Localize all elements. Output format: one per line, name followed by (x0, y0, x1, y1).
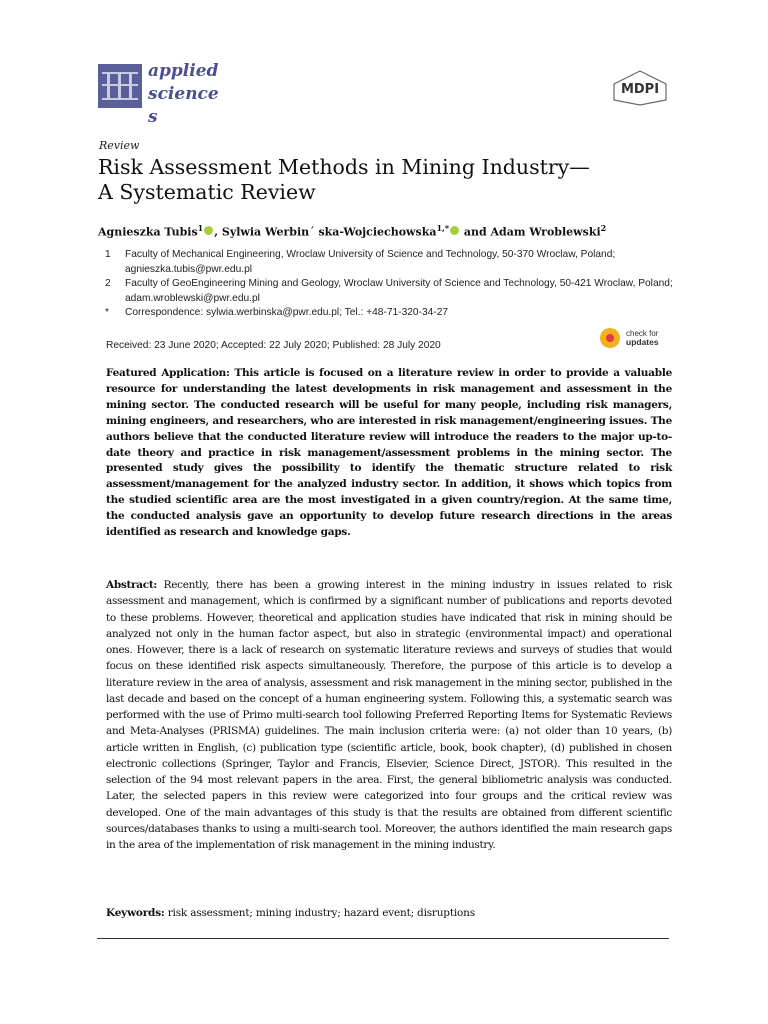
journal-logo-icon (98, 64, 142, 108)
publication-dates: Received: 23 June 2020; Accepted: 22 July 2020; Published: 28 July 2020 (106, 340, 441, 351)
article-title: Risk Assessment Methods in Mining Industry— A Systematic Review (98, 155, 590, 204)
orcid-icon[interactable] (204, 226, 213, 235)
abstract-text: Recently, there has been a growing interest in the mining industry in issues related to risk assessment and management, which is confirmed by a significant number of publications and reports devoted to these problems. However, theoretical and application studies have indicated that risk in mining should be analyzed not only in the human factor aspect, but also in strategic (environmental impact) and operational ones. However, there is a lack of research on systematic literature reviews and surveys of studies that would focus on these identified risk aspects simultaneously. Therefore, the purpose of this article is to develop a literature review in the area of analysis, assessment and risk management in the mining sector, published in the last decade and based on the concept of a human engineering system. Following this, a systematic search was performed with the use of Primo multi-search tool following Preferred Reporting Items for Systematic Reviews and Meta-Analyses (PRISMA) guidelines. The main inclusion criteria were: (a) not older than 10 years, (b) article written in English, (c) publication type (scientific article, book, book chapter), (d) published in chosen electronic collections (Springer, Taylor and Francis, Elsevier, Science Direct, JSTOR). This resulted in the selection of the 94 most relevant papers in the area. First, the general bibliometric analysis was conducted. Later, the selected papers in this review were categorized into four groups and the critical review was developed. One of the main advantages of this study is that the results are obtained from different scientific sources/databases thanks to using a multi-search tool. Moreover, the authors identified the main research gaps in the area of the implementation of risk management in the mining industry. (106, 579, 672, 851)
abstract-label: Abstract: (106, 579, 158, 591)
author-2: , Sylwia Werbin´ ska-Wojciechowska (214, 225, 437, 239)
publisher-name: MDPI (620, 82, 660, 97)
keywords-label: Keywords: (106, 907, 165, 919)
author-1: Agnieszka Tubis (98, 225, 198, 239)
publisher-logo (610, 70, 670, 106)
journal-name: applied science s (148, 61, 219, 127)
affiliation-2: 2 Faculty of GeoEngineering Mining and Geology, Wroclaw University of Science and Technology, 50-421 Wroclaw, Poland; adam.wroblewski@pwr.edu.pl (105, 278, 673, 304)
featured-application: Featured Application: This article is focused on a literature review in order to provide a valuable resource for understanding the latest developments in risk management and assessment in the mining sector. The conducted research will be useful for many people, including risk managers, mining engineers, and researchers, who are interested in risk management/engineering issues. The authors believe that the conducted literature review will introduce the readers to the major up-to-date theory and practice in risk management/assessment problems in the mining sector. The presented study gives the possibility to identify the thematic structure related to risk assessment/management for the analyzed industry sector. In addition, it shows which topics from the studied scientific area are the most investigated in a given country/region. At the same time, the conducted analysis gave an opportunity to develop future research directions in the areas identified as research and knowledge gaps. (106, 367, 672, 539)
abstract (106, 577, 672, 853)
footer-divider (97, 938, 669, 939)
author-3: and Adam Wroblewski (460, 225, 601, 239)
keywords-text: risk assessment; mining industry; hazard event; disruptions (164, 907, 475, 919)
affiliation-1: 1 Faculty of Mechanical Engineering, Wroclaw University of Science and Technology, 50-370 Wroclaw, Poland; agnieszka.tubis@pwr.edu.pl (105, 249, 616, 275)
journal-logo (98, 60, 233, 129)
check-updates-icon (600, 328, 620, 348)
keywords (106, 905, 672, 921)
orcid-icon[interactable] (450, 226, 459, 235)
article-type: Review (99, 139, 140, 152)
check-for-updates-badge[interactable]: check for updates (600, 328, 670, 350)
correspondence: * Correspondence: sylwia.werbinska@pwr.edu.pl; Tel.: +48-71-320-34-27 (105, 307, 449, 318)
author-list: Agnieszka Tubis$^1$ , Sylwia Werbin´ ska-Wojciechowska$^{1,*}$ and Adam Wroblewski$^2$ (98, 223, 607, 239)
